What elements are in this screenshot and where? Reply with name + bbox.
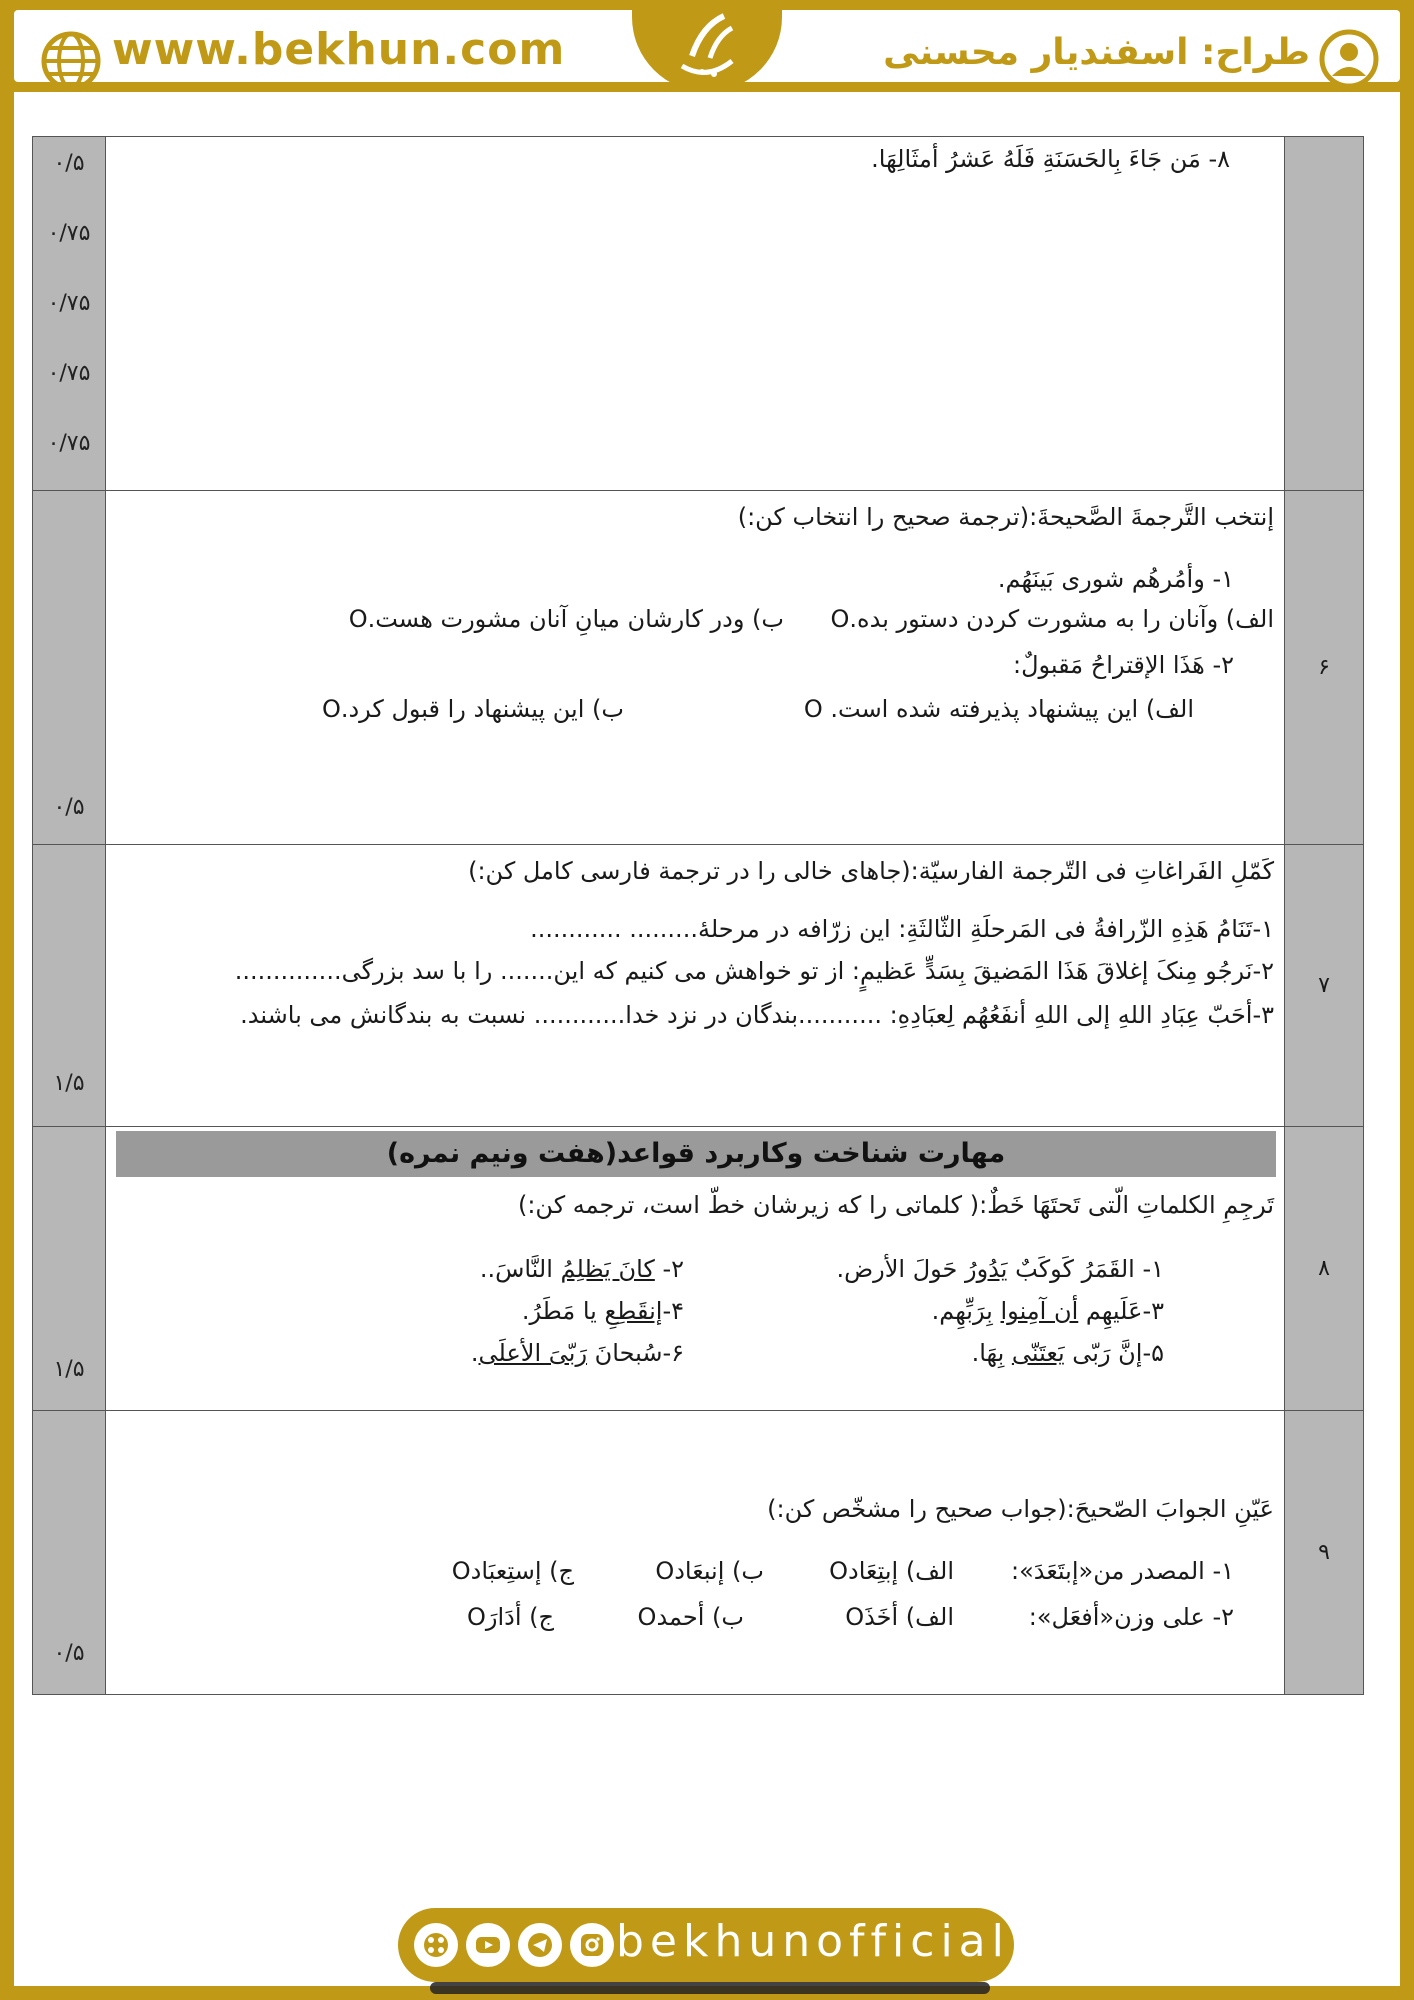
underlined-word: رَبّیَ الأعلَی	[478, 1339, 588, 1367]
underlined-word: أن آمِنوا	[1000, 1297, 1079, 1325]
item-text: ۴-	[662, 1297, 684, 1325]
item-text: یا مَطَرُ.	[521, 1297, 605, 1325]
question-body	[106, 845, 1285, 1127]
question-text: ۱- وأمُرهُم شوری بَینَهُم.	[997, 565, 1234, 593]
item	[480, 1255, 684, 1283]
score-cell	[33, 137, 106, 491]
question-text: ۲- هَذَا الإقتراحُ مَقبولٌ:	[1013, 651, 1234, 679]
question-number: ۷	[1285, 845, 1364, 1127]
item-text: ۲-	[654, 1255, 684, 1283]
underlined-word: یَدُورُ	[965, 1255, 1008, 1283]
option-b: ب) ودر کارشان میانِ آنان مشورت هست.O	[348, 605, 784, 633]
option-a: الف) أخَذَO	[845, 1603, 954, 1631]
question-body	[106, 1127, 1285, 1411]
option-a: الف) إبتِعَادO	[829, 1557, 954, 1585]
score-cell	[33, 1127, 106, 1411]
score-cell	[33, 491, 106, 845]
score-value: ۰/۵	[53, 795, 85, 820]
item	[837, 1255, 1165, 1283]
item	[972, 1339, 1164, 1367]
instruction: إنتخب التَّرجمةَ الصَّحیحةَ:(ترجمة صحیح را انتخاب کن:)	[737, 503, 1274, 531]
score-value: ۰/۵	[53, 1641, 85, 1666]
social-handle[interactable]: bekhunofficial	[616, 1916, 1010, 1967]
question-row	[33, 137, 1364, 491]
score-value: ۰/۷۵	[47, 291, 91, 316]
instruction: تَرجِمِ الکلماتِ الّتی تَحتَهَا خَطٌ:( کلماتی را که زیرشان خطّ است، ترجمه کن:)	[517, 1191, 1274, 1219]
question-line: ۲-نَرجُو مِنکَ إغلاقَ هَذَا المَضیقَ بِسَدٍّ عَظیمٍ: از تو خواهش می کنیم که این....... را با سد بزرگی..............	[234, 957, 1274, 985]
underlined-word: إنقَطِعِ	[604, 1297, 663, 1325]
item-text: .	[470, 1339, 479, 1367]
question-text: ۲- علی وزن«أفعَل»:	[1028, 1603, 1234, 1631]
youtube-icon[interactable]	[466, 1923, 510, 1967]
question-number: ۶	[1285, 491, 1364, 845]
score-value: ۱/۵	[53, 1357, 85, 1382]
telegram-icon[interactable]	[518, 1923, 562, 1967]
question-line: ۳-أحَبّ عِبَادِ اللهِ إلی اللهِ أنفَعُهُم لِعبَادِهِ: ...........بندگان در نزد خدا............ نسبت به بندگانش می باشند.	[240, 1001, 1274, 1029]
social-footer	[398, 1908, 1014, 1982]
score-value: ۰/۷۵	[47, 431, 91, 456]
question-row	[33, 491, 1364, 845]
question-line: ۱-تَنَامُ هَذِهِ الزّرافةُ فی المَرحلَةِ الثّالثَةِ: این زرّافه در مرحلهٔ......... ............	[530, 915, 1274, 943]
site-url[interactable]: www.bekhun.com	[112, 24, 566, 75]
option-b: ب) أحمدO	[637, 1603, 744, 1631]
item-text: ۱- القَمَرُ کَوکَبٌ	[1007, 1255, 1164, 1283]
item-text: بِرَبِّهِم.	[931, 1297, 1001, 1325]
item-text: ۳-عَلَیهِم	[1078, 1297, 1164, 1325]
option-b: ب) إنبعَادO	[655, 1557, 764, 1585]
question-row	[33, 845, 1364, 1127]
underlined-word: کانَ یَظلِمُ	[560, 1255, 655, 1283]
item-text: حَولَ الأرض.	[836, 1255, 966, 1283]
question-body	[106, 1411, 1285, 1695]
option-a: الف) وآنان را به مشورت کردن دستور بده.O	[830, 605, 1274, 633]
question-line: ۸- مَن جَاءَ بِالحَسَنَةِ فَلَهُ عَشرُ أمثَالِهَا.	[871, 145, 1230, 173]
score-value: ۰/۵	[53, 151, 85, 176]
instruction: عَیّنِ الجوابَ الصّحیحَ:(جواب صحیح را مشخّص کن:)	[767, 1495, 1274, 1523]
underlined-word: یَعتَنّی	[1011, 1339, 1065, 1367]
option-c: ج) إستِعبَادO	[451, 1557, 574, 1585]
score-value: ۰/۷۵	[47, 361, 91, 386]
item-text: بِهَا.	[971, 1339, 1012, 1367]
exam-table	[32, 136, 1364, 1695]
score-value: ۰/۷۵	[47, 221, 91, 246]
score-value: ۱/۵	[53, 1071, 85, 1096]
option-a: الف) این پیشنهاد پذیرفته شده است. O	[803, 695, 1194, 723]
instagram-icon[interactable]	[570, 1923, 614, 1967]
designer-name: طراح: اسفندیار محسنی	[883, 32, 1310, 73]
question-body	[106, 137, 1285, 491]
score-cell	[33, 1411, 106, 1695]
item-text: ۶-سُبحانَ	[587, 1339, 684, 1367]
question-body	[106, 491, 1285, 845]
question-number: ۹	[1285, 1411, 1364, 1695]
item	[522, 1297, 684, 1325]
instruction: کَمّلِ الفَراغاتِ فی التّرجمة الفارسیّة:(جاهای خالی را در ترجمة فارسی کامل کن:)	[468, 857, 1274, 885]
section-banner: مهارت شناخت وکاربرد قواعد(هفت ونیم نمره)	[116, 1131, 1276, 1177]
social-icons	[414, 1923, 614, 1967]
footer-shadow	[430, 1982, 990, 1994]
question-number	[1285, 137, 1364, 491]
option-b: ب) این پیشنهاد را قبول کرد.O	[321, 695, 624, 723]
question-text: ۱- المصدر من«إبتَعَدَ»:	[1010, 1557, 1234, 1585]
item-text: ۵-إنَّ رَبّی	[1064, 1339, 1164, 1367]
score-cell	[33, 845, 106, 1127]
option-c: ج) أدَارَO	[467, 1603, 554, 1631]
question-row	[33, 1411, 1364, 1695]
aparat-icon[interactable]	[414, 1923, 458, 1967]
item	[471, 1339, 684, 1367]
item	[932, 1297, 1164, 1325]
item-text: النَّاسَ..	[479, 1255, 561, 1283]
question-row	[33, 1127, 1364, 1411]
question-number: ۸	[1285, 1127, 1364, 1411]
